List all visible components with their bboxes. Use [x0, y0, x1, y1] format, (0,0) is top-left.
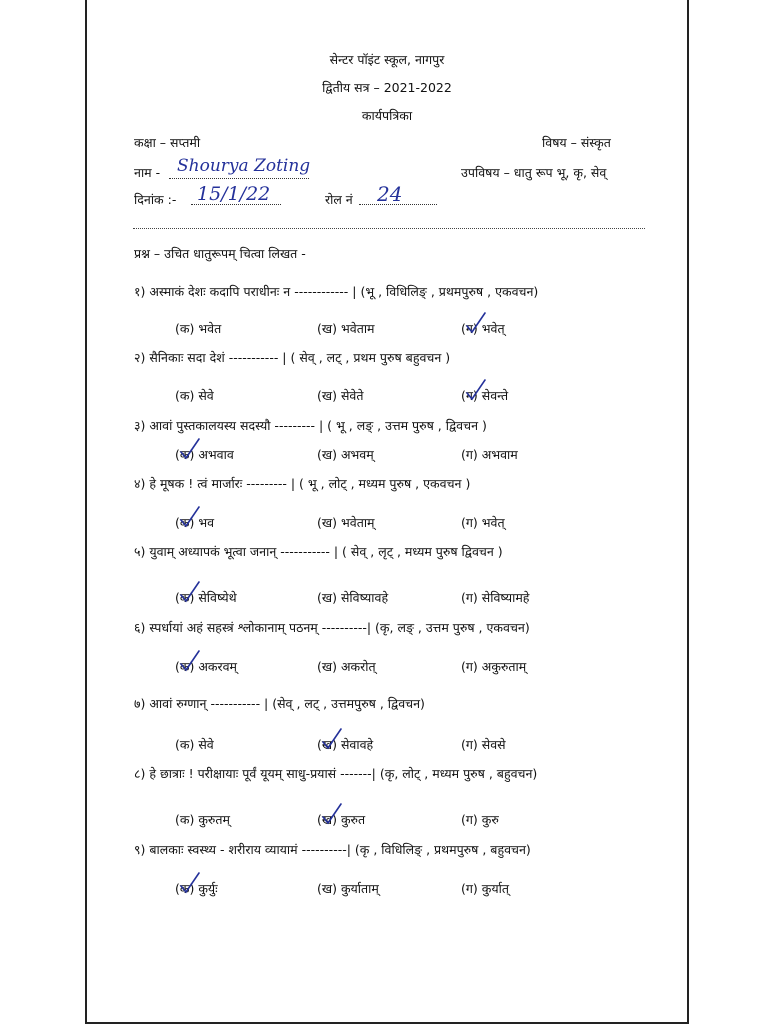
question-9-option-3: (ग) कुर्यात् — [461, 881, 509, 896]
question-8-option-2: (ख) कुरुत — [317, 812, 366, 827]
question-3-option-1: (क) अभवाव — [175, 447, 234, 462]
worksheet-page — [85, 0, 689, 1024]
question-1: १) अस्माकं देशः कदापि पराधीनः न ------------ | (भू , विधिलिङ् , प्रथमपुरुष , एकवचन) — [134, 284, 539, 299]
checkmark-icon — [179, 581, 201, 603]
question-5-option-1: (क) सेविष्येथे — [175, 590, 237, 605]
roll-label: रोल नं — [325, 192, 353, 207]
question-7-option-3: (ग) सेवसे — [461, 737, 506, 752]
roll-value: 24 — [377, 182, 403, 206]
question-6-option-1: (क) अकरवम् — [175, 659, 238, 674]
checkmark-icon — [465, 379, 487, 401]
question-8: ८) हे छात्राः ! परीक्षायाः पूर्वं यूयम् साधु-प्रयासं -------| (कृ, लोट् , मध्यम पुरुष , बहुवचन) — [134, 766, 538, 781]
name-dotted-line — [169, 178, 309, 179]
question-2-option-2: (ख) सेवेते — [317, 388, 364, 403]
question-6-option-3: (ग) अकुरुताम् — [461, 659, 527, 674]
term-line: द्वितीय सत्र – 2021-2022 — [322, 80, 452, 95]
checkmark-icon — [179, 650, 201, 672]
subject-label: विषय – संस्कृत — [542, 135, 611, 150]
checkmark-icon — [321, 803, 343, 825]
question-7-option-2: (ख) सेवावहे — [317, 737, 374, 752]
separator-line — [133, 228, 645, 229]
name-value: Shourya Zoting — [177, 156, 311, 176]
question-2: २) सैनिकाः सदा देशं ----------- | ( सेव् , लट् , प्रथम पुरुष बहुवचन ) — [134, 350, 451, 365]
question-8-option-1: (क) कुरुतम् — [175, 812, 231, 827]
checkmark-icon — [179, 506, 201, 528]
question-7: ७) आवां रुग्णान् ----------- | (सेव् , लट् , उत्तमपुरुष , द्विवचन) — [134, 696, 425, 711]
question-1-option-2: (ख) भवेताम — [317, 321, 375, 336]
question-3-option-3: (ग) अभवाम — [461, 447, 518, 462]
class-label: कक्षा – सप्तमी — [134, 135, 201, 150]
question-4-option-3: (ग) भवेत् — [461, 515, 505, 530]
question-3: ३) आवां पुस्तकालयस्य सदस्यौ --------- | ( भू , लङ् , उत्तम पुरुष , द्विवचन ) — [134, 418, 487, 433]
question-7-option-1: (क) सेवे — [175, 737, 214, 752]
question-5-option-3: (ग) सेविष्यामहे — [461, 590, 530, 605]
question-3-option-2: (ख) अभवम् — [317, 447, 374, 462]
school-name: सेन्टर पॉइंट स्कूल, नागपुर — [329, 52, 445, 67]
date-label: दिनांक :- — [134, 192, 177, 207]
question-9-option-2: (ख) कुर्याताम् — [317, 881, 379, 896]
checkmark-icon — [321, 728, 343, 750]
question-2-option-1: (क) सेवे — [175, 388, 214, 403]
question-9-option-1: (क) कुर्युः — [175, 881, 218, 896]
checkmark-icon — [465, 312, 487, 334]
question-8-option-3: (ग) कुरु — [461, 812, 499, 827]
question-1-option-1: (क) भवेत — [175, 321, 222, 336]
subtopic-label: उपविषय – धातु रूप भू, कृ, सेव् — [461, 165, 607, 180]
date-value: 15/1/22 — [197, 183, 271, 205]
question-9: ९) बालकाः स्वस्थ्य - शरीराय व्यायामं ----------| (कृ , विधिलिङ् , प्रथमपुरुष , बहुवचन) — [134, 842, 531, 857]
question-2-option-3: (ग) सेवन्ते — [461, 388, 509, 403]
question-4-option-1: (क) भव — [175, 515, 215, 530]
question-6: ६) स्पर्धायां अहं सहस्त्रं श्लोकानाम् पठनम् ----------| (कृ, लङ् , उत्तम पुरुष , एकवचन) — [134, 620, 530, 635]
checkmark-icon — [179, 438, 201, 460]
question-6-option-2: (ख) अकरोत् — [317, 659, 376, 674]
question-5: ५) युवाम् अध्यापकं भूत्वा जनान् ----------- | ( सेव् , लृट् , मध्यम पुरुष द्विवचन ) — [134, 544, 503, 559]
question-1-option-3: (ग) भवेत् — [461, 321, 505, 336]
name-label: नाम - — [134, 165, 161, 180]
worksheet-title: कार्यपत्रिका — [361, 108, 413, 123]
checkmark-icon — [179, 872, 201, 894]
question-5-option-2: (ख) सेविष्यावहे — [317, 590, 389, 605]
question-4-option-2: (ख) भवेताम् — [317, 515, 375, 530]
instruction: प्रश्न – उचित धातुरूपम् चित्वा लिखत - — [134, 246, 306, 261]
question-4: ४) हे मूषक ! त्वं मार्जारः --------- | ( भू , लोट् , मध्यम पुरुष , एकवचन ) — [134, 476, 471, 491]
